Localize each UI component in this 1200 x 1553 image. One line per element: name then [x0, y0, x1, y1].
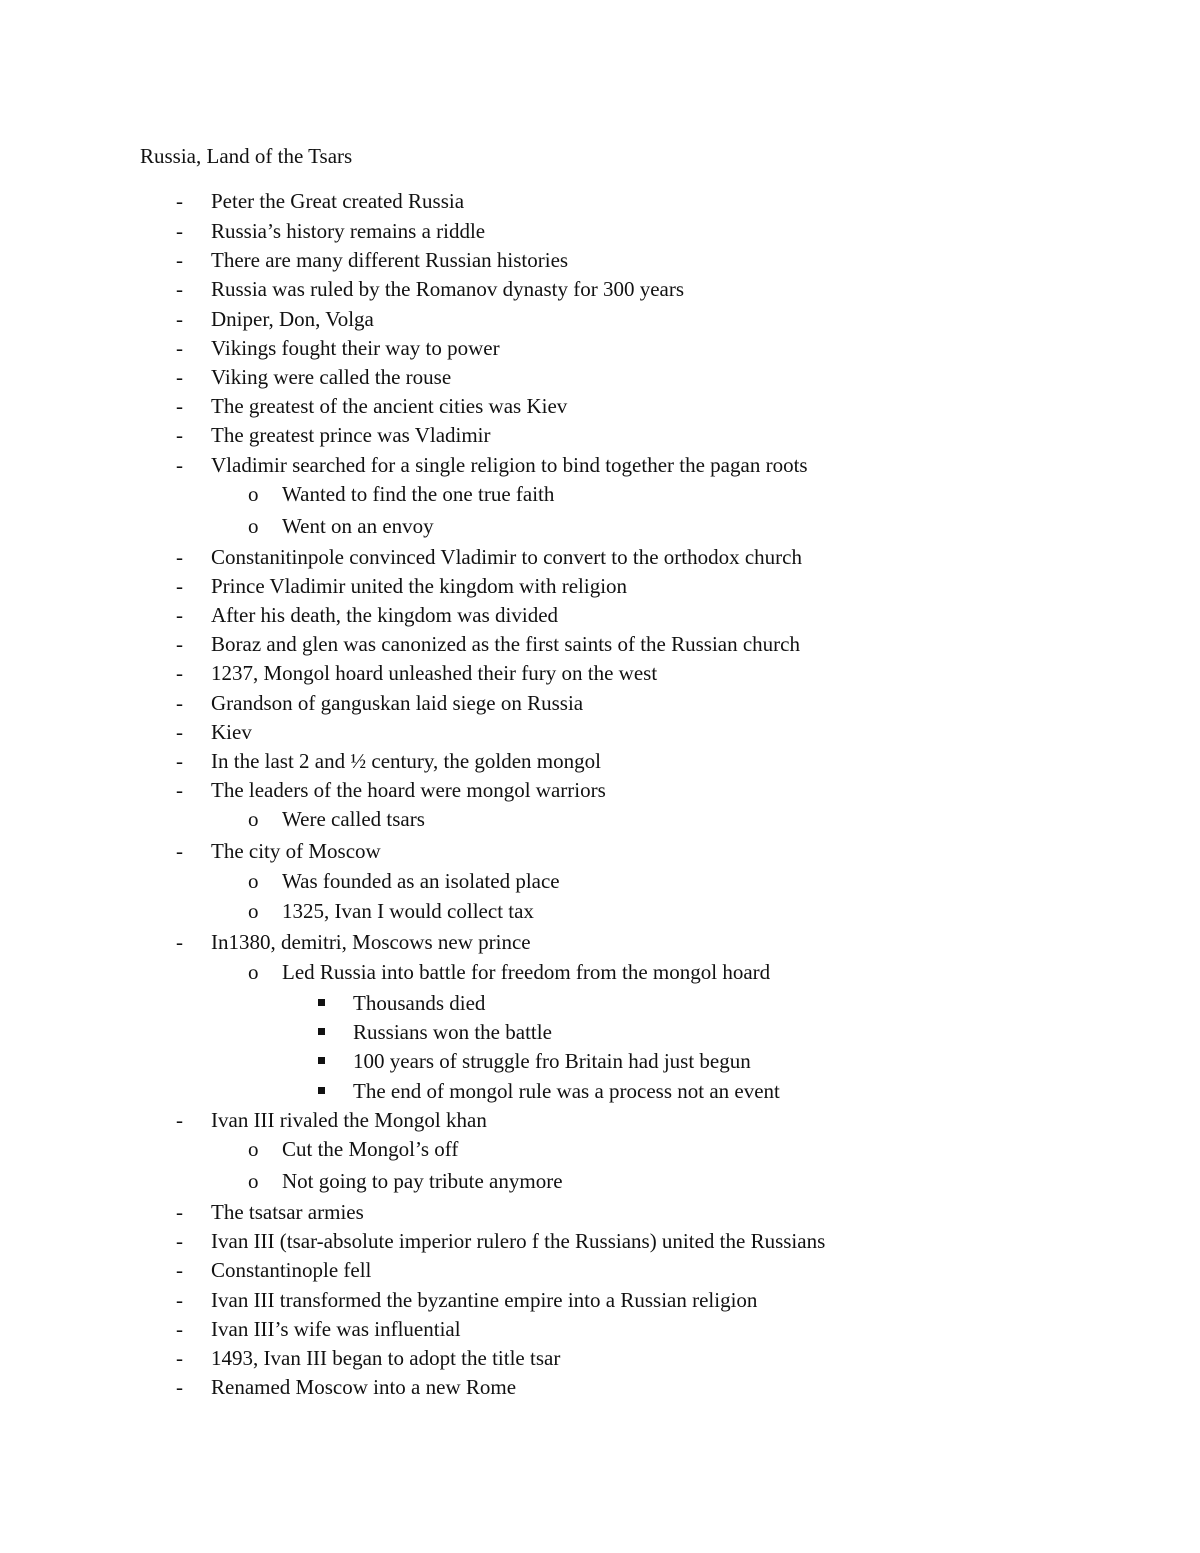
dash-bullet: -: [176, 720, 183, 744]
list-item-text: 1493, Ivan III began to adopt the title tsar: [211, 1346, 561, 1370]
list-item-text: The end of mongol rule was a process not an event: [353, 1079, 780, 1103]
square-bullet-icon: [318, 1057, 325, 1064]
dash-bullet: -: [176, 336, 183, 360]
list-item-text: Led Russia into battle for freedom from the mongol hoard: [282, 960, 771, 984]
dash-bullet: -: [176, 1346, 183, 1370]
list-item-text: Ivan III (tsar-absolute imperior rulero f the Russians) united the Russians: [211, 1229, 826, 1253]
dash-bullet: -: [176, 394, 183, 418]
list-item-text: Prince Vladimir united the kingdom with religion: [211, 574, 628, 598]
list-item-text: The greatest of the ancient cities was Kiev: [211, 394, 568, 418]
square-bullet-icon: [318, 1087, 325, 1094]
list-item-text: Cut the Mongol’s off: [282, 1137, 459, 1161]
circle-bullet: o: [248, 960, 259, 984]
dash-bullet: -: [176, 632, 183, 656]
list-item-text: Russia’s history remains a riddle: [211, 219, 486, 243]
list-item-text: There are many different Russian histories: [211, 248, 569, 272]
dash-bullet: -: [176, 691, 183, 715]
dash-bullet: -: [176, 365, 183, 389]
list-item-text: Russians won the battle: [353, 1020, 552, 1044]
dash-bullet: -: [176, 1229, 183, 1253]
dash-bullet: -: [176, 603, 183, 627]
square-bullet-icon: [318, 1028, 325, 1035]
list-item-text: Wanted to find the one true faith: [282, 482, 555, 506]
list-item-text: Was founded as an isolated place: [282, 869, 560, 893]
list-item-text: Constantinople fell: [211, 1258, 372, 1282]
dash-bullet: -: [176, 661, 183, 685]
list-item-text: Ivan III transformed the byzantine empire into a Russian religion: [211, 1288, 758, 1312]
dash-bullet: -: [176, 423, 183, 447]
list-item-text: 1325, Ivan I would collect tax: [282, 899, 534, 923]
list-item-text: 1237, Mongol hoard unleashed their fury on the west: [211, 661, 658, 685]
list-item-text: Russia was ruled by the Romanov dynasty for 300 years: [211, 277, 685, 301]
circle-bullet: o: [248, 514, 259, 538]
list-item-text: 100 years of struggle fro Britain had just begun: [353, 1049, 751, 1073]
dash-bullet: -: [176, 1108, 183, 1132]
list-item-text: Peter the Great created Russia: [211, 189, 465, 213]
list-item-text: Grandson of ganguskan laid siege on Russia: [211, 691, 584, 715]
dash-bullet: -: [176, 930, 183, 954]
list-item-text: Ivan III rivaled the Mongol khan: [211, 1108, 487, 1132]
list-item-text: Dniper, Don, Volga: [211, 307, 374, 331]
dash-bullet: -: [176, 749, 183, 773]
square-bullet-icon: [318, 999, 325, 1006]
list-item-text: Went on an envoy: [282, 514, 434, 538]
dash-bullet: -: [176, 778, 183, 802]
circle-bullet: o: [248, 899, 259, 923]
dash-bullet: -: [176, 277, 183, 301]
dash-bullet: -: [176, 1375, 183, 1399]
list-item-text: Kiev: [211, 720, 252, 744]
circle-bullet: o: [248, 869, 259, 893]
dash-bullet: -: [176, 839, 183, 863]
list-item-text: In the last 2 and ½ century, the golden mongol: [211, 749, 601, 773]
dash-bullet: -: [176, 1317, 183, 1341]
dash-bullet: -: [176, 1200, 183, 1224]
dash-bullet: -: [176, 219, 183, 243]
list-item-text: The city of Moscow: [211, 839, 381, 863]
list-item-text: Boraz and glen was canonized as the first saints of the Russian church: [211, 632, 800, 656]
list-item-text: Constanitinpole convinced Vladimir to convert to the orthodox church: [211, 545, 802, 569]
list-item-text: The greatest prince was Vladimir: [211, 423, 491, 447]
list-item-text: Were called tsars: [282, 807, 425, 831]
list-item-text: Vladimir searched for a single religion to bind together the pagan roots: [211, 453, 808, 477]
list-item-text: Renamed Moscow into a new Rome: [211, 1375, 517, 1399]
list-item-text: Not going to pay tribute anymore: [282, 1169, 563, 1193]
dash-bullet: -: [176, 545, 183, 569]
list-item-text: Vikings fought their way to power: [211, 336, 500, 360]
circle-bullet: o: [248, 482, 259, 506]
dash-bullet: -: [176, 189, 183, 213]
list-item-text: The leaders of the hoard were mongol warriors: [211, 778, 606, 802]
list-item-text: Thousands died: [353, 991, 486, 1015]
list-item-text: The tsatsar armies: [211, 1200, 364, 1224]
list-item-text: Viking were called the rouse: [211, 365, 452, 389]
list-item-text: After his death, the kingdom was divided: [211, 603, 559, 627]
dash-bullet: -: [176, 1288, 183, 1312]
dash-bullet: -: [176, 248, 183, 272]
dash-bullet: -: [176, 307, 183, 331]
circle-bullet: o: [248, 1169, 259, 1193]
dash-bullet: -: [176, 574, 183, 598]
list-item-text: Ivan III’s wife was influential: [211, 1317, 461, 1341]
list-item-text: In1380, demitri, Moscows new prince: [211, 930, 531, 954]
dash-bullet: -: [176, 1258, 183, 1282]
dash-bullet: -: [176, 453, 183, 477]
circle-bullet: o: [248, 807, 259, 831]
circle-bullet: o: [248, 1137, 259, 1161]
document-title: Russia, Land of the Tsars: [140, 144, 353, 168]
